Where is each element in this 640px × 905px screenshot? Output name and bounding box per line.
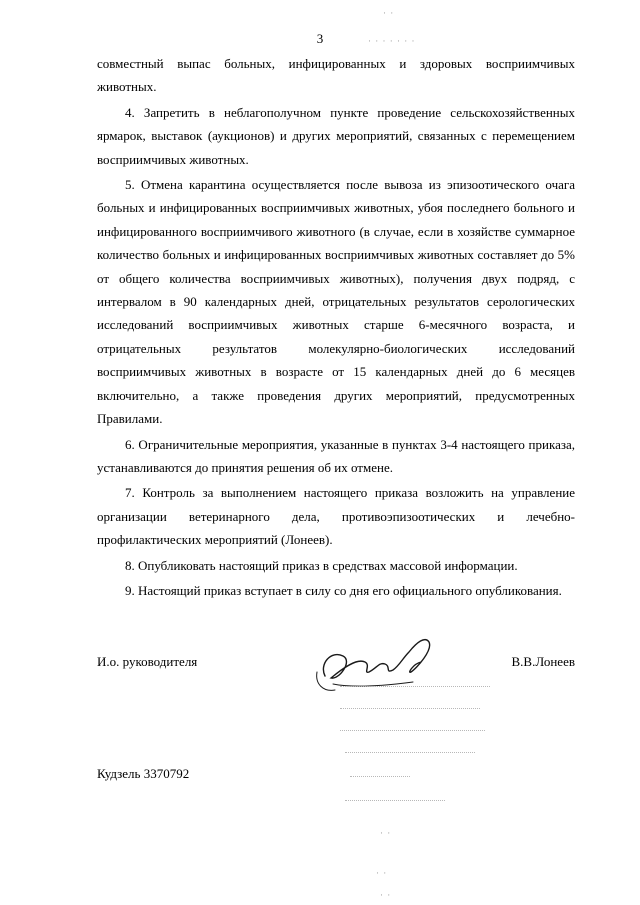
faint-stamp-mark: · · xyxy=(383,8,395,18)
document-body xyxy=(97,52,575,602)
faint-stamp-mark: · · xyxy=(380,890,392,900)
signer-name: В.В.Лонеев xyxy=(511,654,575,669)
faint-stamp-mark: · · xyxy=(380,828,392,838)
paragraph-item-5: 5. Отмена карантина осуществляется после вывоза из эпизоотического очага больных и инфицированных восприимчивых животных, убоя последнего больного и инфицированного восприимчивого животного (в случае, если в хозяйстве суммарное количество больных и инфицированных восприимчивых животных составляет до 5% от общего количества восприимчивых животных), получения двух подряд, с интервалом в 90 календарных дней, отрицательных результатов серологических исследований восприимчивых животных старше 6-месячного возраста, и отрицательных результатов молекулярно-биологических исследований восприимчивых животных в возрасте от 15 календарных дней до 6 месяцев включительно, а также проведения других мероприятий, предусмотренных Правилами. xyxy=(97,177,575,427)
faint-stamp-mark: · · · · · · · xyxy=(368,36,416,46)
page-number: 3 xyxy=(316,31,324,46)
executor-contact: Кудзель 3370792 xyxy=(97,766,190,781)
paragraph-item-4: 4. Запретить в неблагополучном пункте проведение сельскохозяйственных ярмарок, выставок (аукционов) и других мероприятий, связанных с перемещением восприимчивых животных. xyxy=(97,104,575,167)
paragraph-item-8: 8. Опубликовать настоящий приказ в средствах массовой информации. xyxy=(125,557,518,573)
paragraph-item-7: 7. Контроль за выполнением настоящего приказа возложить на управление организации ветеринарного дела, противоэпизоотических и лечебно-профилактических мероприятий (Лонеев). xyxy=(97,485,575,548)
paragraph-item-9: 9. Настоящий приказ вступает в силу со дня его официального опубликования. xyxy=(125,582,562,598)
faint-stamp-line xyxy=(340,686,490,693)
faint-stamp-line xyxy=(340,730,485,737)
paragraph-continuation: совместный выпас больных, инфицированных и здоровых восприимчивых животных. xyxy=(97,56,575,95)
signer-role: И.о. руководителя xyxy=(97,654,198,669)
paragraph-item-6: 6. Ограничительные мероприятия, указанные в пунктах 3-4 настоящего приказа, устанавливаются до принятия решения об их отмене. xyxy=(97,436,575,475)
faint-stamp-mark: · · xyxy=(376,868,388,878)
faint-stamp-line xyxy=(345,752,475,759)
faint-stamp-line xyxy=(340,708,480,715)
faint-stamp-line xyxy=(345,800,445,807)
faint-stamp-line xyxy=(350,776,410,783)
